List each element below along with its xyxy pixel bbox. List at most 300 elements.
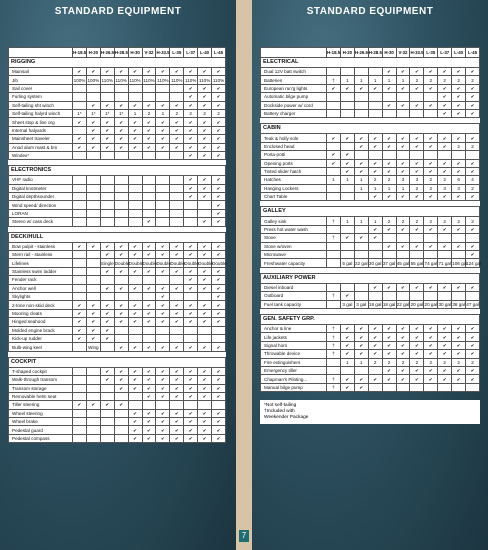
table-cell [114,184,128,192]
table-cell [128,292,142,300]
table-cell: ✔ [396,167,410,175]
table-cell: ✔ [156,392,170,400]
table-cell: ✔ [184,93,198,101]
table-cell: 2 [466,184,480,192]
table-cell [340,142,354,150]
row-label: T-shaped cockpit [9,367,73,375]
table-cell [438,251,452,259]
table-cell [382,234,396,242]
table-cell [73,284,87,292]
table-cell: ✔ [170,426,184,434]
table-row [261,193,480,201]
table-cell [438,234,452,242]
table-cell: ✔ [170,284,184,292]
table-cell: ✔ [184,301,198,309]
table-cell: ✔ [382,341,396,349]
table-cell: ✔ [184,193,198,201]
row-label: Microwave [261,251,327,259]
table-cell: ✔ [142,68,156,76]
table-cell: 3 [396,176,410,184]
column-header: V-32 [396,48,410,58]
table-cell: ✔ [184,151,198,159]
table-cell: ✔ [368,350,382,358]
table-cell [114,193,128,201]
table-cell: 2 [410,184,424,192]
table-cell: † [327,234,341,242]
table-cell: 1* [73,109,87,117]
table-cell [156,209,170,217]
row-label: Anchor well [9,284,73,292]
table-cell [142,193,156,201]
table-cell: ✔ [86,334,100,342]
table-cell: ✔ [396,341,410,349]
table-cell [198,201,212,209]
table-cell: ✔ [340,341,354,349]
table-cell [170,209,184,217]
section-title: ELECTRICAL [261,58,480,68]
table-cell: ✔ [114,118,128,126]
table-cell [86,292,100,300]
row-label: Mainsail [9,68,73,76]
table-cell [73,259,87,267]
row-label: Hinged seahood [9,318,73,326]
table-cell: ✔ [128,318,142,326]
table-cell [340,68,354,76]
row-label: Skylights [9,292,73,300]
table-cell [86,267,100,275]
table-cell: 2 [142,109,156,117]
table-cell: ✔ [198,193,212,201]
table-cell: ✔ [212,68,226,76]
table-cell: ✔ [212,135,226,143]
table-row [9,292,226,300]
table-cell: 2 [438,217,452,225]
table-cell: 2 [424,184,438,192]
table-cell: ✔ [340,292,354,300]
table-cell: ✔ [340,333,354,341]
table-cell: ✔ [438,324,452,332]
table-cell: ✔ [410,366,424,374]
table-cell: ✔ [198,426,212,434]
row-label: Throwable device [261,350,327,358]
row-label: Molded engine brack [9,326,73,334]
table-cell: ✔ [212,126,226,134]
table-row [9,151,226,159]
table-cell [156,93,170,101]
column-header: H-28.5 [368,48,382,58]
row-label: Manual bilge pump [261,383,327,391]
table-row [9,184,226,192]
table-cell [354,242,368,250]
table-cell: ✔ [156,343,170,351]
table-cell: 2 [382,176,396,184]
table-cell: ✔ [368,324,382,332]
column-header: L-37 [184,48,198,58]
header-blank [261,48,327,58]
table-row [9,384,226,392]
table-cell [114,201,128,209]
table-cell: ✔ [86,326,100,334]
table-cell: ✔ [466,341,480,349]
table-cell: ✔ [212,84,226,92]
table-cell: 2 [424,217,438,225]
table-cell: ✔ [212,242,226,250]
table-cell [128,276,142,284]
table-cell: ✔ [170,418,184,426]
table-cell [340,109,354,117]
table-cell [170,218,184,226]
table-cell: ✔ [114,318,128,326]
table-cell [156,176,170,184]
table-cell: ✔ [212,301,226,309]
section-header [9,357,226,367]
table-cell [114,209,128,217]
row-label: Mainsheet traveler [9,135,73,143]
table-cell: Double [198,260,213,266]
table-cell: ✔ [198,68,212,76]
table-cell [73,93,87,101]
table-cell [128,201,142,209]
table-cell [396,151,410,159]
table-row [9,376,226,384]
row-label: Anod alum mast & bm [9,143,73,151]
table-cell: ✔ [184,367,198,375]
table-cell [86,409,100,417]
table-cell [424,93,438,101]
table-cell: ✔ [156,68,170,76]
table-cell: 2 [438,76,452,84]
table-cell: ✔ [396,324,410,332]
table-cell [466,292,480,300]
table-cell: ✔ [198,93,212,101]
table-cell [100,392,114,400]
table-cell: ✔ [156,284,170,292]
table-cell: ✔ [184,409,198,417]
page-number: 7 [239,530,249,542]
table-cell: Double [114,260,130,266]
table-cell [184,326,198,334]
table-cell [198,209,212,217]
table-row [261,283,480,291]
table-row [261,324,480,332]
table-cell: ✔ [156,251,170,259]
table-cell [142,209,156,217]
section-title: COCKPIT [9,357,226,367]
section-title: DECK/HULL [9,232,226,242]
table-cell [114,176,128,184]
table-cell: 2 [452,142,466,150]
table-cell: ✔ [114,343,128,351]
table-cell: ✔ [170,68,184,76]
page-title: STANDARD EQUIPMENT [54,6,182,17]
table-cell: ✔ [86,118,100,126]
table-cell: 2 [466,142,480,150]
table-cell: 106 gal [452,260,468,266]
table-cell: ✔ [424,242,438,250]
table-cell: ✔ [184,176,198,184]
column-header: L-40 [198,48,212,58]
table-cell [73,409,87,417]
table-cell [368,366,382,374]
table-cell [100,209,114,217]
table-cell: ✔ [452,68,466,76]
table-cell: 1 [354,176,368,184]
table-cell: ✔ [410,283,424,291]
equipment-table-right [260,47,480,392]
table-cell: ✔ [212,218,226,226]
row-label: Fender rack [9,276,73,284]
table-cell: ✔ [198,151,212,159]
row-label: Wheel brake [9,418,73,426]
table-cell: 18 gal [382,301,396,307]
row-label: Chapman's Piloting... [261,375,327,383]
table-cell: ✔ [424,283,438,291]
table-cell: 2 [438,358,452,366]
table-cell [438,292,452,300]
table-cell: ✔ [466,283,480,291]
table-cell: 37 gal [382,260,396,266]
table-cell: ✔ [100,318,114,326]
table-cell: ✔ [128,384,142,392]
table-cell [368,383,382,391]
table-cell: ✔ [212,143,226,151]
table-cell: ✔ [354,234,368,242]
table-cell [156,401,170,409]
table-cell: ✔ [128,409,142,417]
column-header: H-20 [340,48,354,58]
table-cell: ✔ [198,367,212,375]
table-cell [452,292,466,300]
table-cell: 2 [452,217,466,225]
table-cell [466,383,480,391]
table-cell: ✔ [184,84,198,92]
table-cell [327,109,341,117]
table-cell [100,193,114,201]
table-cell: ✔ [368,84,382,92]
table-cell: 2 [396,217,410,225]
table-cell: ✔ [114,309,128,317]
table-cell: ✔ [368,283,382,291]
table-cell: ✔ [410,167,424,175]
table-cell: ✔ [198,301,212,309]
table-row [9,367,226,375]
table-cell: ✔ [452,193,466,201]
table-cell: 1* [86,109,100,117]
table-cell: ✔ [128,426,142,434]
table-row [261,242,480,250]
table-cell [128,193,142,201]
table-cell: ✔ [354,350,368,358]
table-cell: ✔ [424,225,438,233]
table-cell: 6 [452,176,466,184]
row-label: Chart Table [261,193,327,201]
section-title: GEN. SAFETY GRP. [261,314,480,324]
table-cell: ✔ [170,367,184,375]
table-cell [100,176,114,184]
row-label: Anchor & line [261,324,327,332]
table-cell [114,93,128,101]
row-label: Opening ports [261,159,327,167]
table-cell: ✔ [424,366,438,374]
table-row [9,126,226,134]
table-cell [114,334,128,342]
table-cell [73,384,87,392]
table-cell [156,184,170,192]
table-cell [100,93,114,101]
table-cell: ✔ [198,392,212,400]
table-cell [198,334,212,342]
table-cell: ✔ [198,276,212,284]
table-cell: ✔ [184,392,198,400]
table-row [9,143,226,151]
table-cell [327,283,341,291]
table-cell: ✔ [156,267,170,275]
row-label: Kick-up rudder [9,334,73,342]
table-cell: ✔ [73,68,87,76]
table-row [9,135,226,143]
table-cell [170,401,184,409]
row-label: Outboard [261,292,327,300]
table-cell: ✔ [340,151,354,159]
table-cell: Double [212,260,227,266]
table-cell: ✔ [73,143,87,151]
table-cell: ✔ [396,375,410,383]
table-cell [424,251,438,259]
row-label: Walk-through transom [9,376,73,384]
table-cell: ✔ [128,126,142,134]
table-cell [100,418,114,426]
table-cell [128,84,142,92]
row-label: Hatches [261,176,327,184]
table-cell [128,326,142,334]
table-cell: 2 [198,109,212,117]
table-row [9,193,226,201]
table-cell: ✔ [184,426,198,434]
table-cell: ✔ [128,376,142,384]
table-cell: ✔ [410,159,424,167]
row-label: Self-tailing sht winch [9,101,73,109]
table-row [261,68,480,76]
table-cell [128,218,142,226]
table-row [9,251,226,259]
table-cell: ✔ [452,167,466,175]
table-cell: ✔ [410,193,424,201]
table-cell: ✔ [156,118,170,126]
table-cell: 3 [452,184,466,192]
table-cell: ✔ [466,375,480,383]
table-cell: ✔ [452,84,466,92]
table-cell: ✔ [452,109,466,117]
table-cell: 1* [100,109,114,117]
table-row [9,434,226,442]
table-cell: ✔ [198,309,212,317]
table-cell [114,426,128,434]
table-cell: ✔ [86,318,100,326]
table-cell [368,151,382,159]
table-cell [86,176,100,184]
table-cell [114,218,128,226]
table-cell [86,184,100,192]
table-cell: ✔ [424,167,438,175]
table-cell: 1 [396,76,410,84]
table-cell: ✔ [368,134,382,142]
table-cell [156,193,170,201]
table-cell [327,259,341,267]
table-cell [170,292,184,300]
table-row [261,217,480,225]
table-cell: 2 [382,358,396,366]
table-cell: ✔ [73,242,87,250]
table-cell: ✔ [327,151,341,159]
table-cell: ✔ [184,309,198,317]
table-row [261,358,480,366]
table-cell [368,242,382,250]
table-cell: ✔ [86,126,100,134]
table-cell [114,326,128,334]
table-cell [340,366,354,374]
table-cell: ✔ [212,184,226,192]
row-label: Fuel tank capacity [261,300,327,308]
table-cell [170,84,184,92]
table-row [9,426,226,434]
table-cell [156,84,170,92]
table-cell: ✔ [438,134,452,142]
table-cell: ✔ [156,367,170,375]
table-cell: ✔ [142,418,156,426]
table-cell: ✔ [73,318,87,326]
table-cell: ✔ [156,292,170,300]
table-cell [184,401,198,409]
table-cell [73,376,87,384]
table-cell [184,218,198,226]
table-cell [340,101,354,109]
table-cell [382,251,396,259]
column-header: L-45 [466,48,480,58]
table-cell: ✔ [466,242,480,250]
table-cell [368,93,382,101]
table-cell: ✔ [396,68,410,76]
table-cell: 5 gal [342,260,353,266]
table-cell: ✔ [212,193,226,201]
table-cell [100,184,114,192]
table-cell: ✔ [114,101,128,109]
table-cell: ✔ [198,409,212,417]
table-cell: 3 gal [342,301,353,307]
table-cell: Double [156,260,171,266]
table-cell [73,267,87,275]
row-label: Freshwater capacity [261,259,327,267]
table-cell: ✔ [114,251,128,259]
table-cell [184,209,198,217]
table-cell: 1 [354,358,368,366]
table-cell: ✔ [142,409,156,417]
table-cell: ✔ [424,84,438,92]
table-cell [73,193,87,201]
table-cell: 2 [410,217,424,225]
table-cell: ✔ [340,375,354,383]
table-cell [198,401,212,409]
table-cell [368,68,382,76]
row-label: Digital knotmeter [9,184,73,192]
table-cell: ✔ [142,318,156,326]
table-cell: ✔ [327,159,341,167]
table-cell [128,151,142,159]
table-cell: ✔ [128,284,142,292]
table-cell: 110% [101,77,113,83]
table-cell: ✔ [438,366,452,374]
table-cell: ✔ [212,276,226,284]
table-cell [170,276,184,284]
